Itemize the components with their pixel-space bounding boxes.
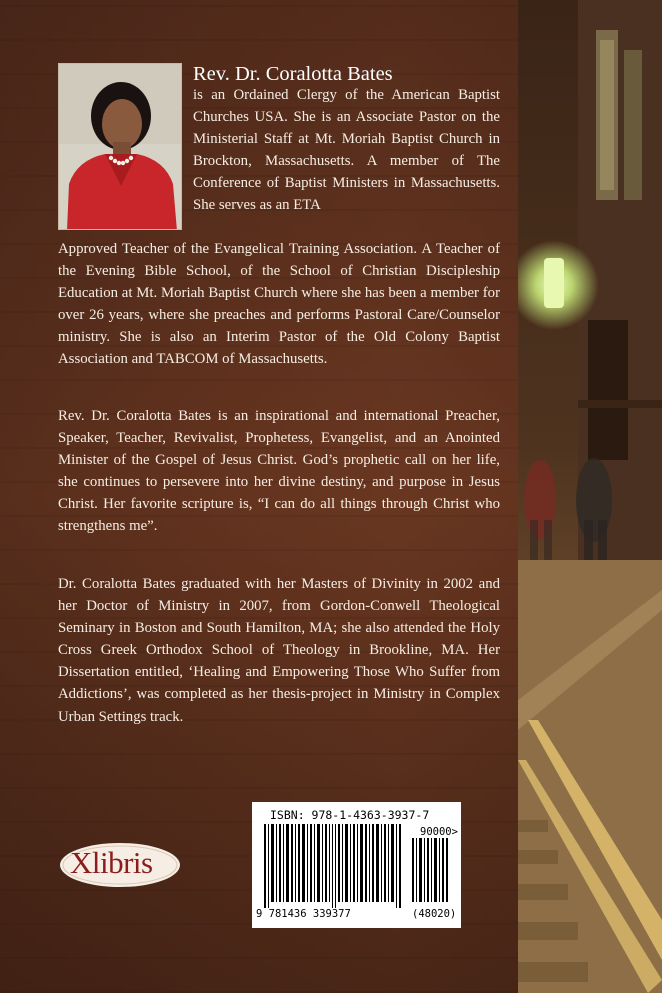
bio-paragraph-1-bottom: Approved Teacher of the Evangelical Training Association. A Teacher of the Evening Bible School, of the School of Christian Discipleship Education at Mt. Moriah Baptist Church where she has been a member for over 26 years, where she preaches and performs Pastoral Care/Counselor ministry. She is also an Interim Pastor of the Old Colony Baptist Association and TABCOM of Massachusetts. [58,241,500,368]
publisher-logo [58,840,182,890]
author-portrait-icon [59,64,182,230]
street-photo [518,0,662,993]
publisher-name: Xlibris [70,845,153,880]
barcode-bars-icon [262,824,452,908]
author-name: Rev. Dr. Coralotta Bates [193,63,393,85]
street-scene-icon [518,0,662,993]
price-code: 90000> [420,826,458,838]
isbn-label: ISBN: 978-1-4363-3937-7 [270,808,430,822]
author-photo [58,63,182,230]
bio-paragraph-3: Dr. Coralotta Bates graduated with her Masters of Divinity in 2002 and her Doctor of Ministry in 2007, from Gordon-Conwell Theological Seminary in Boston and South Hamilton, MA; she also attended the Holy Cross Greek Orthodox School of Theology in Brookline, MA. Her Dissertation entitled, ‘Healing and Empowering Those Who Suffer from Addictions’, was completed as her thesis-project in Ministry in Complex Urban Settings track. [58,576,500,725]
barcode-addon-digits: (48020) [412,908,457,920]
isbn-barcode [252,802,461,928]
bio-paragraph-1-top: is an Ordained Clergy of the American Baptist Churches USA. She is an Associate Pastor on the Ministerial Staff at Mt. Moriah Baptist Church in Brockton, Massachusetts. A member of The Conference of Baptist Ministers in Massachusetts. She serves as an ETA [193,87,500,214]
barcode-digits: 9 781436 339377 [256,908,351,920]
bio-paragraph-2: Rev. Dr. Coralotta Bates is an inspirational and international Preacher, Speaker, Teacher, Revivalist, Prophetess, Evangelist, and an Anointed Minister of the Gospel of Jesus Christ. God’s prophetic call on her life, she continues to persevere into her divine destiny, and purpose in Jesus Christ. Her favorite scripture is, “I can do all things through Christ who strengthens me”. [58,408,500,535]
